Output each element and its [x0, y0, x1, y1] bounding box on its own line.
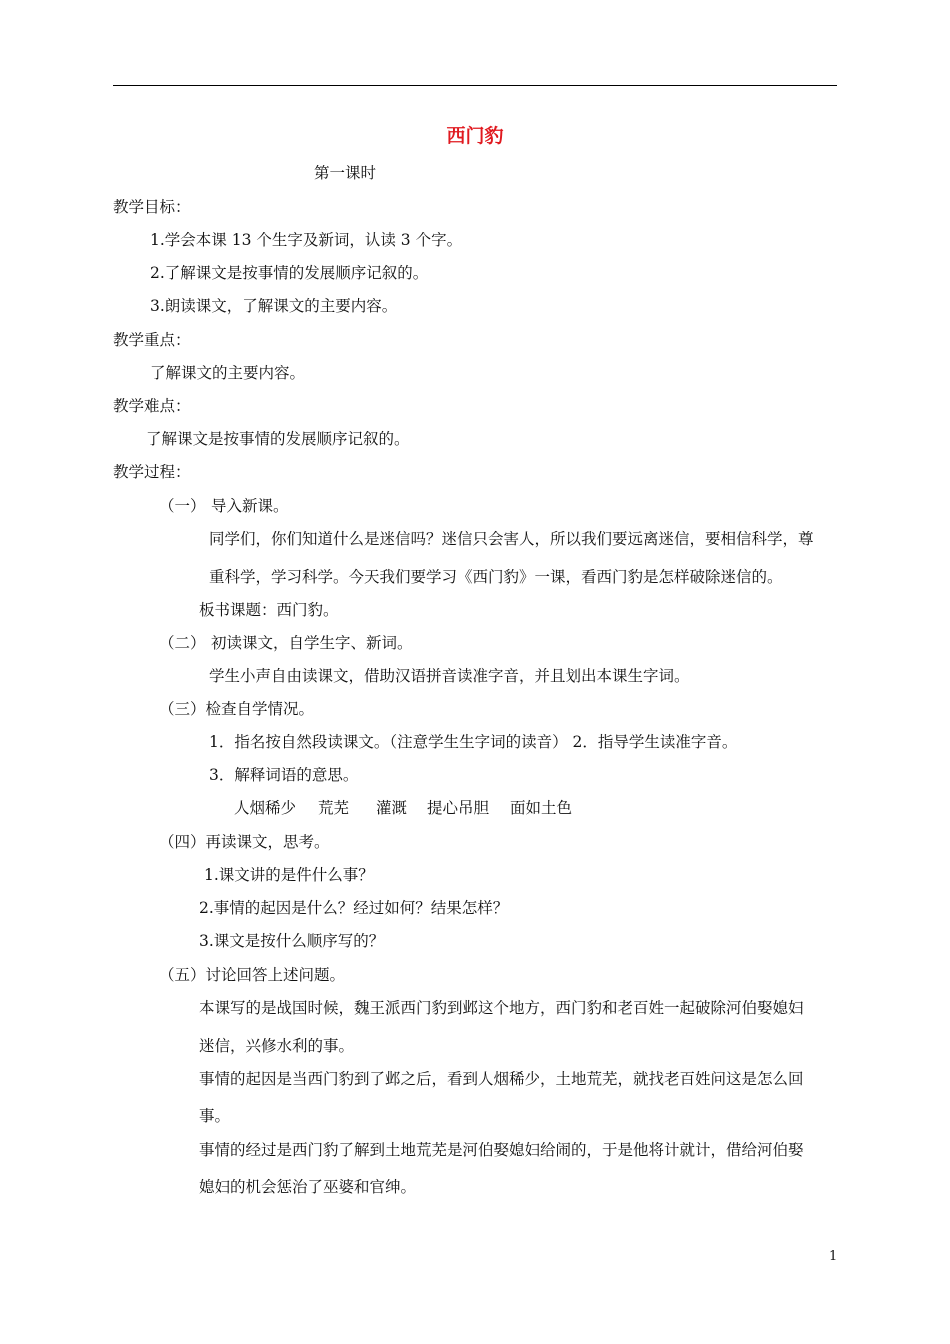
section-title: （四）再读课文，思考。	[159, 833, 330, 851]
section-title: （五）讨论回答上述问题。	[159, 966, 346, 984]
question-item: 3.课文是按什么顺序写的？	[199, 932, 385, 950]
key-point-heading: 教学重点：	[113, 331, 191, 349]
section-label: （二）	[159, 634, 206, 652]
paragraph-line: 迷信，兴修水利的事。	[199, 1037, 355, 1055]
lesson-subtitle: 第一课时	[314, 164, 377, 182]
paragraph-line: 事情的经过是西门豹了解到土地荒芜是河伯娶媳妇给闹的，于是他将计就计，借给河伯娶	[199, 1141, 804, 1159]
difficulty-text: 了解课文是按事情的发展顺序记叙的。	[146, 430, 410, 448]
vocab-word: 提心吊胆	[427, 799, 490, 817]
question-item: 1.课文讲的是件什么事？	[204, 866, 374, 884]
paragraph-line: 板书课题：西门豹。	[199, 601, 339, 619]
vocab-word: 灌溉	[376, 799, 408, 817]
paragraph-line: 事。	[199, 1107, 231, 1125]
difficulty-heading: 教学难点：	[113, 397, 191, 415]
vocab-word: 面如土色	[510, 799, 573, 817]
section-title: 初读课文，自学生字、新词。	[211, 634, 413, 652]
header-rule	[113, 85, 837, 86]
paragraph-line: 事情的起因是当西门豹到了邺之后，看到人烟稀少，土地荒芜，就找老百姓问这是怎么回	[199, 1070, 804, 1088]
question-item: 2.事情的起因是什么？经过如何？结果怎样？	[199, 899, 509, 917]
paragraph-line: 本课写的是战国时候，魏王派西门豹到邺这个地方，西门豹和老百姓一起破除河伯娶媳妇	[199, 999, 804, 1017]
section-title: 导入新课。	[211, 497, 289, 515]
paragraph-line: 重科学，学习科学。今天我们要学习《西门豹》一课，看西门豹是怎样破除迷信的。	[209, 568, 783, 586]
objective-item: 1.学会本课 13 个生字及新词，认读 3 个字。	[150, 231, 463, 249]
vocab-word: 荒芜	[318, 799, 350, 817]
objectives-heading: 教学目标：	[113, 198, 191, 216]
page-number: 1	[829, 1249, 838, 1264]
section-title: （三）检查自学情况。	[159, 700, 315, 718]
process-heading: 教学过程：	[113, 463, 191, 481]
section-label: （一）	[159, 497, 206, 515]
paragraph-line: 同学们，你们知道什么是迷信吗？迷信只会害人，所以我们要远离迷信，要相信科学，尊	[209, 530, 814, 548]
page-title: 西门豹	[446, 125, 504, 147]
paragraph-line: 3．解释词语的意思。	[209, 766, 359, 784]
objective-item: 3.朗读课文，了解课文的主要内容。	[150, 297, 398, 315]
objective-item: 2.了解课文是按事情的发展顺序记叙的。	[150, 264, 429, 282]
vocab-word: 人烟稀少	[234, 799, 297, 817]
paragraph-line: 媳妇的机会惩治了巫婆和官绅。	[199, 1178, 417, 1196]
paragraph-line: 学生小声自由读课文，借助汉语拼音读准字音，并且划出本课生字词。	[209, 667, 690, 685]
paragraph-line: 1．指名按自然段读课文。（注意学生生字词的读音） 2．指导学生读准字音。	[209, 733, 738, 751]
key-point-text: 了解课文的主要内容。	[150, 364, 306, 382]
